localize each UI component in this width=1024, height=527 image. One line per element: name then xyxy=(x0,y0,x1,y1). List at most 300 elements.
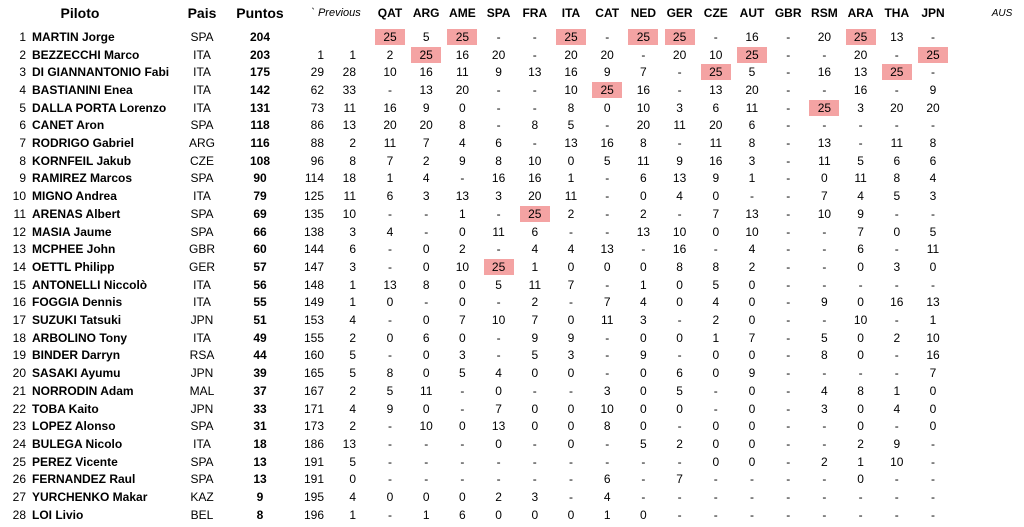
rider-points: 31 xyxy=(253,419,267,434)
rider-country: ITA xyxy=(193,189,211,204)
rider-position: 21 xyxy=(12,383,26,398)
race-points: 8 xyxy=(531,118,539,133)
race-result-rsm xyxy=(807,471,841,489)
rider-points: 60 xyxy=(253,242,267,257)
race-points: - xyxy=(532,472,537,487)
race-points: 0 xyxy=(567,313,575,328)
race-result-spa xyxy=(482,471,516,489)
rider-position: 15 xyxy=(12,277,26,292)
rider-gap-previous: 1 xyxy=(349,295,356,310)
race-points: 9 xyxy=(821,295,828,310)
race-points: 0 xyxy=(712,366,720,381)
race-result-rsm xyxy=(807,488,841,506)
rider-gap-leader: 29 xyxy=(310,65,324,80)
race-result-cze xyxy=(699,506,733,524)
race-points: 6 xyxy=(676,366,683,381)
race-result-aut xyxy=(735,329,769,347)
race-result-gbr xyxy=(771,28,805,46)
race-points: - xyxy=(677,65,682,80)
rider-gap-leader: 86 xyxy=(310,118,324,133)
race-result-gbr xyxy=(771,329,805,347)
race-points: 3 xyxy=(422,189,430,204)
rider-points: 49 xyxy=(253,330,267,345)
race-points: 0 xyxy=(495,436,502,451)
table-header xyxy=(0,0,1024,26)
race-points: 16 xyxy=(455,47,470,62)
race-result-tha xyxy=(880,170,914,188)
rider-gap-previous: 11 xyxy=(343,100,356,115)
race-points: 0 xyxy=(603,100,611,115)
race-result-aut xyxy=(735,294,769,312)
race-points: 0 xyxy=(676,401,683,416)
race-points: - xyxy=(822,490,827,505)
race-result-rsm xyxy=(807,63,841,81)
header-piloto: Piloto xyxy=(60,5,100,21)
table-row xyxy=(0,506,1024,524)
race-result-aut xyxy=(735,117,769,135)
race-result-ame xyxy=(445,488,479,506)
race-result-gbr xyxy=(771,417,805,435)
race-points: 13 xyxy=(491,419,506,434)
race-result-cat xyxy=(590,329,624,347)
rider-country: ITA xyxy=(193,47,211,62)
race-points: - xyxy=(388,82,392,97)
race-result-qat xyxy=(373,435,407,453)
race-points: 7 xyxy=(495,401,502,416)
race-result-jpn xyxy=(916,99,950,117)
race-points: 0 xyxy=(893,224,901,239)
race-points: - xyxy=(532,29,537,44)
race-points: 10 xyxy=(491,313,506,328)
race-points: - xyxy=(750,507,754,522)
race-points: 3 xyxy=(603,383,611,398)
race-result-gbr xyxy=(771,276,805,294)
rider-gap-leader xyxy=(294,28,324,46)
race-result-ger xyxy=(663,240,697,258)
race-win-badge: 25 xyxy=(918,47,948,63)
race-points: 0 xyxy=(748,348,756,363)
race-result-fra xyxy=(518,382,552,400)
race-result-fra xyxy=(518,46,552,64)
race-result-ita xyxy=(554,240,588,258)
rider-gap-previous: 4 xyxy=(349,313,356,328)
race-result-jpn xyxy=(916,311,950,329)
race-result-ita xyxy=(554,294,588,312)
race-result-ame xyxy=(445,205,479,223)
race-points: 0 xyxy=(640,507,647,522)
race-result-cze xyxy=(699,400,733,418)
race-result-spa xyxy=(482,435,516,453)
race-result-spa xyxy=(482,81,516,99)
race-points: - xyxy=(822,242,827,257)
race-win-badge: 25 xyxy=(556,29,586,45)
rider-country: CZE xyxy=(190,153,214,168)
race-points: 3 xyxy=(531,490,539,505)
race-points: 10 xyxy=(455,259,470,274)
race-points: 10 xyxy=(709,47,723,62)
race-result-gbr xyxy=(771,170,805,188)
race-points: 2 xyxy=(821,454,828,469)
rider-gap-leader: 147 xyxy=(303,259,324,274)
race-points: 13 xyxy=(672,171,687,186)
race-result-arg xyxy=(409,240,443,258)
race-result-rsm xyxy=(807,205,841,223)
race-points: 4 xyxy=(821,383,828,398)
rider-points: 131 xyxy=(249,100,271,115)
race-points: 16 xyxy=(419,65,433,80)
race-result-ita xyxy=(554,258,588,276)
race-result-ara xyxy=(844,364,878,382)
rider-country: SPA xyxy=(190,118,214,133)
rider-position: 11 xyxy=(13,206,26,221)
table-row xyxy=(0,347,1024,365)
race-result-aut xyxy=(735,240,769,258)
race-points: 3 xyxy=(857,100,864,115)
rider-name: RAMIREZ Marcos xyxy=(32,171,133,186)
race-points: - xyxy=(786,401,791,416)
race-result-spa xyxy=(482,276,516,294)
race-result-aut xyxy=(735,152,769,170)
race-points: - xyxy=(822,313,827,328)
race-result-cze xyxy=(699,117,733,135)
race-points: - xyxy=(605,171,610,186)
race-result-arg xyxy=(409,364,443,382)
race-result-arg xyxy=(409,223,443,241)
rider-country: RSA xyxy=(189,348,215,363)
race-points: 0 xyxy=(386,490,394,505)
race-points: 0 xyxy=(748,419,756,434)
race-points: - xyxy=(822,82,827,97)
race-points: 3 xyxy=(748,153,756,168)
race-result-ita xyxy=(554,152,588,170)
race-points: 16 xyxy=(853,82,868,97)
race-points: - xyxy=(677,419,682,434)
race-result-aut xyxy=(735,134,769,152)
race-result-tha xyxy=(880,240,914,258)
race-result-jpn xyxy=(916,364,950,382)
race-points: 0 xyxy=(857,419,864,434)
race-result-jpn xyxy=(916,488,950,506)
rider-points: 175 xyxy=(249,65,271,80)
race-points: 4 xyxy=(712,295,720,310)
race-result-gbr xyxy=(771,134,805,152)
table-row xyxy=(0,258,1024,276)
race-points: 7 xyxy=(748,330,756,345)
race-points: 0 xyxy=(422,366,430,381)
race-points: 11 xyxy=(745,100,759,115)
race-points: 4 xyxy=(676,189,683,204)
race-result-ger xyxy=(663,329,697,347)
race-points: 5 xyxy=(676,383,683,398)
race-result-gbr xyxy=(771,506,805,524)
race-result-jpn xyxy=(916,347,950,365)
race-points: 2 xyxy=(748,259,756,274)
race-result-arg xyxy=(409,63,443,81)
race-win-badge: 25 xyxy=(484,259,514,275)
race-points: 8 xyxy=(640,136,647,151)
race-result-ame xyxy=(445,223,479,241)
race-points: 5 xyxy=(531,348,539,363)
race-points: 8 xyxy=(857,383,864,398)
race-points: - xyxy=(641,242,646,257)
race-result-spa xyxy=(482,99,516,117)
race-points: 6 xyxy=(748,118,756,133)
race-points: 11 xyxy=(854,171,867,186)
race-points: - xyxy=(605,454,610,469)
race-result-spa xyxy=(482,240,516,258)
race-points: - xyxy=(822,436,827,451)
race-points: - xyxy=(786,383,791,398)
rider-points: 116 xyxy=(250,136,270,151)
race-points: - xyxy=(641,47,646,62)
race-points: 1 xyxy=(893,383,901,398)
race-points: 11 xyxy=(709,136,723,151)
race-win-badge: 25 xyxy=(411,47,441,63)
race-result-ita xyxy=(554,223,588,241)
race-points: - xyxy=(496,348,501,363)
race-result-cat xyxy=(590,471,624,489)
race-points: - xyxy=(931,277,935,292)
race-result-tha xyxy=(880,382,914,400)
race-points: 1 xyxy=(929,313,937,328)
race-points: 9 xyxy=(929,82,937,97)
race-points: - xyxy=(496,29,501,44)
race-result-ger xyxy=(663,170,697,188)
race-points: - xyxy=(460,472,465,487)
race-points: 16 xyxy=(491,171,506,186)
race-result-ame xyxy=(445,276,479,294)
rider-gap-previous: 3 xyxy=(349,259,356,274)
race-points: - xyxy=(605,224,610,239)
race-points: 0 xyxy=(567,419,575,434)
rider-points: 13 xyxy=(253,472,267,487)
race-result-fra xyxy=(518,258,552,276)
race-result-cat xyxy=(590,99,624,117)
race-result-cze xyxy=(699,81,733,99)
race-result-ger xyxy=(663,347,697,365)
race-result-ita xyxy=(554,134,588,152)
race-points: 1 xyxy=(567,171,575,186)
race-points: - xyxy=(569,224,573,239)
table-row xyxy=(0,400,1024,418)
race-points: - xyxy=(496,454,501,469)
race-result-cze xyxy=(699,347,733,365)
race-points: 3 xyxy=(567,348,575,363)
race-points: - xyxy=(677,206,682,221)
race-result-gbr xyxy=(771,117,805,135)
race-points: - xyxy=(931,490,935,505)
race-result-ger xyxy=(663,117,697,135)
race-points: - xyxy=(894,82,899,97)
race-result-rsm xyxy=(807,46,841,64)
rider-name: PEREZ Vicente xyxy=(32,454,118,469)
race-result-ger xyxy=(663,223,697,241)
race-points: 0 xyxy=(495,383,502,398)
table-row xyxy=(0,81,1024,99)
race-points: - xyxy=(677,82,682,97)
race-points: 6 xyxy=(712,100,720,115)
race-result-rsm xyxy=(807,311,841,329)
race-points: - xyxy=(641,454,646,469)
race-result-ara xyxy=(844,329,878,347)
rider-name: OETTL Philipp xyxy=(32,259,115,274)
race-result-arg xyxy=(409,488,443,506)
rider-name: MIGNO Andrea xyxy=(32,189,117,204)
race-result-cat xyxy=(590,364,624,382)
race-points: 0 xyxy=(821,171,828,186)
race-result-rsm xyxy=(807,258,841,276)
race-points: - xyxy=(388,436,392,451)
race-result-cze xyxy=(699,223,733,241)
rider-points: 90 xyxy=(253,171,267,186)
race-result-ara xyxy=(844,347,878,365)
race-result-gbr xyxy=(771,205,805,223)
race-points: - xyxy=(786,189,791,204)
table-row xyxy=(0,329,1024,347)
rider-position: 4 xyxy=(19,82,26,97)
table-row xyxy=(0,311,1024,329)
race-points: 10 xyxy=(817,206,832,221)
rider-country: SPA xyxy=(190,224,214,239)
race-points: - xyxy=(786,366,791,381)
race-result-qat xyxy=(373,240,407,258)
rider-gap-leader: 155 xyxy=(303,330,324,345)
race-points: 13 xyxy=(455,189,470,204)
rider-gap-leader: 195 xyxy=(303,490,324,505)
race-win-badge: 25 xyxy=(520,206,550,222)
race-result-ara xyxy=(844,46,878,64)
rider-name: BINDER Darryn xyxy=(32,348,121,363)
race-result-fra xyxy=(518,400,552,418)
race-result-qat xyxy=(373,382,407,400)
rider-gap-previous: 5 xyxy=(349,348,356,363)
race-points: 6 xyxy=(640,171,647,186)
race-points: 1 xyxy=(459,206,466,221)
race-result-ned xyxy=(626,99,660,117)
race-result-jpn xyxy=(916,187,950,205)
race-points: 20 xyxy=(926,100,940,115)
header-race-rsm: RSM xyxy=(811,6,838,20)
race-result-aut xyxy=(735,435,769,453)
race-points: 13 xyxy=(853,65,868,80)
race-points: 0 xyxy=(929,259,937,274)
race-points: - xyxy=(677,348,682,363)
race-result-ger xyxy=(663,63,697,81)
race-points: 5 xyxy=(603,153,611,168)
rider-country: BEL xyxy=(190,507,214,522)
race-result-ita xyxy=(554,28,588,46)
race-result-cze xyxy=(699,364,733,382)
race-points: 11 xyxy=(528,277,542,292)
race-points: - xyxy=(822,259,827,274)
rider-position: 7 xyxy=(19,136,26,151)
race-result-ita xyxy=(554,46,588,64)
header-race-ame: AME xyxy=(449,6,476,20)
race-result-arg xyxy=(409,276,443,294)
race-result-arg xyxy=(409,453,443,471)
race-result-ara xyxy=(844,471,878,489)
race-result-ger xyxy=(663,187,697,205)
rider-gap-leader: 88 xyxy=(310,136,324,151)
race-result-cat xyxy=(590,28,624,46)
race-points: 0 xyxy=(567,259,575,274)
rider-country: SPA xyxy=(190,472,214,487)
race-result-jpn xyxy=(916,205,950,223)
race-points: - xyxy=(496,242,501,257)
race-result-ita xyxy=(554,347,588,365)
table-row xyxy=(0,63,1024,81)
race-result-ita xyxy=(554,364,588,382)
table-row xyxy=(0,488,1024,506)
race-points: 7 xyxy=(422,136,430,151)
race-result-cat xyxy=(590,63,624,81)
race-points: 6 xyxy=(459,507,466,522)
rider-gap-previous: 8 xyxy=(349,153,356,168)
rider-country: ITA xyxy=(193,295,211,310)
race-points: 20 xyxy=(890,100,904,115)
race-result-aut xyxy=(735,347,769,365)
race-result-ita xyxy=(554,506,588,524)
race-result-jpn xyxy=(916,134,950,152)
race-result-gbr xyxy=(771,63,805,81)
race-points: - xyxy=(605,330,610,345)
header-race-cze: CZE xyxy=(703,6,728,20)
race-points: - xyxy=(786,100,791,115)
race-points: 11 xyxy=(383,136,397,151)
race-result-ger xyxy=(663,81,697,99)
race-result-rsm xyxy=(807,223,841,241)
race-points: 13 xyxy=(383,277,397,292)
race-result-rsm xyxy=(807,152,841,170)
race-result-ame xyxy=(445,453,479,471)
table-row xyxy=(0,134,1024,152)
race-result-ara xyxy=(844,63,878,81)
rider-name: MARTIN Jorge xyxy=(32,29,115,44)
rider-points: 39 xyxy=(253,366,267,381)
race-points: 13 xyxy=(528,65,542,80)
race-result-jpn xyxy=(916,170,950,188)
race-result-tha xyxy=(880,28,914,46)
race-points: 16 xyxy=(890,295,904,310)
race-points: - xyxy=(786,118,791,133)
race-points: - xyxy=(786,29,791,44)
race-win-badge: 25 xyxy=(737,47,767,63)
race-points: - xyxy=(786,47,791,62)
race-result-cat xyxy=(590,223,624,241)
rider-country: JPN xyxy=(190,401,214,416)
race-result-gbr xyxy=(771,187,805,205)
race-result-ned xyxy=(626,170,660,188)
race-points: 0 xyxy=(748,401,756,416)
race-result-qat xyxy=(373,453,407,471)
rider-gap-previous: 13 xyxy=(342,118,356,133)
header-race-fra: FRA xyxy=(522,6,548,20)
race-result-spa xyxy=(482,294,516,312)
rider-position: 17 xyxy=(12,313,26,328)
race-result-arg xyxy=(409,187,443,205)
race-result-ame xyxy=(445,506,479,524)
race-result-ita xyxy=(554,488,588,506)
race-result-ita xyxy=(554,382,588,400)
race-points: 3 xyxy=(929,189,937,204)
race-result-ara xyxy=(844,117,878,135)
race-result-arg xyxy=(409,506,443,524)
race-result-fra xyxy=(518,435,552,453)
race-result-ned xyxy=(626,46,660,64)
rider-name: SUZUKI Tatsuki xyxy=(32,313,122,328)
race-result-fra xyxy=(518,347,552,365)
race-points: 20 xyxy=(636,118,651,133)
